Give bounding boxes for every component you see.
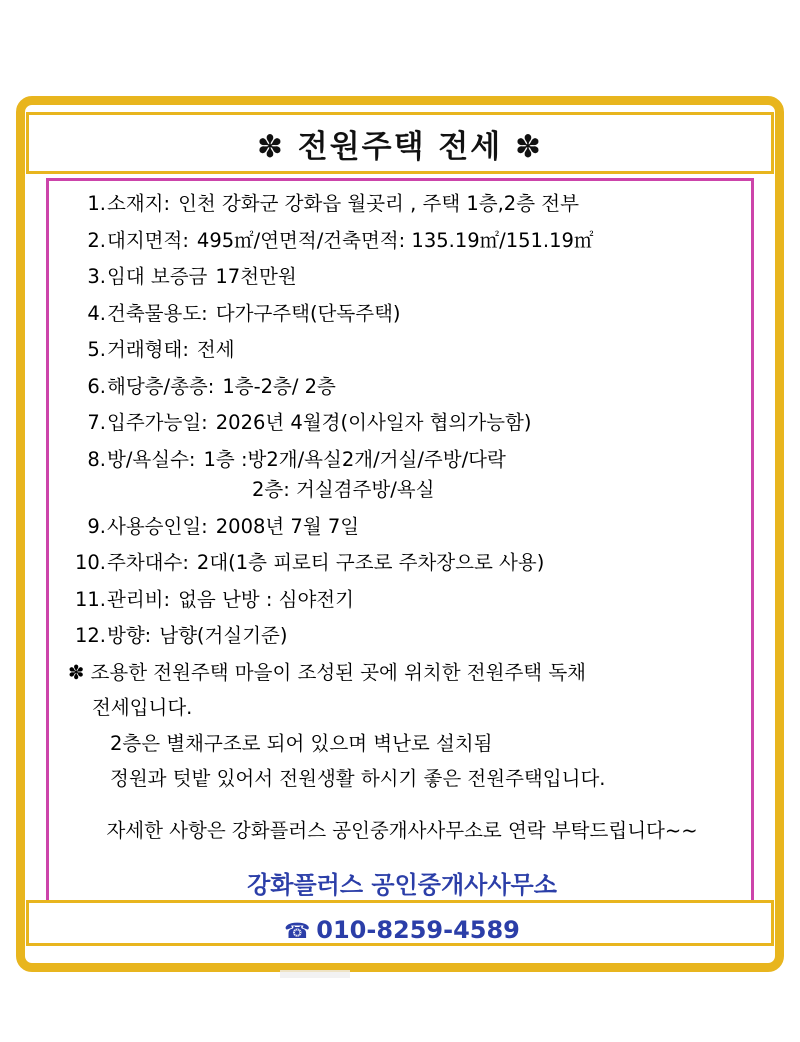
item-label: 관리비: bbox=[107, 587, 171, 611]
list-item bbox=[68, 587, 736, 611]
item-number: 6. bbox=[87, 374, 106, 398]
phone-line[interactable] bbox=[68, 916, 736, 944]
item-label: 사용승인일: bbox=[107, 514, 208, 538]
list-item bbox=[68, 301, 736, 325]
list-item bbox=[68, 340, 736, 360]
item-label: 소재지: bbox=[107, 192, 171, 215]
page-title: ✽ 전원주택 전세 ✽ bbox=[256, 128, 543, 165]
item-number: 5. bbox=[87, 338, 106, 361]
list-item bbox=[68, 447, 736, 471]
list-item bbox=[68, 374, 736, 398]
item-label: 대지면적: bbox=[107, 228, 189, 252]
scan-artifact bbox=[280, 970, 350, 978]
item-value: 495㎡/연면적/건축면적: 135.19㎡/151.19㎡ bbox=[196, 228, 594, 252]
item-number: 4. bbox=[87, 301, 106, 325]
item-value: 1층 :방2개/욕실2개/거실/주방/다락 bbox=[203, 447, 506, 471]
item-label: 거래형태: bbox=[107, 338, 189, 361]
item-number: 12. bbox=[74, 624, 106, 647]
contact-request-text: 자세한 사항은 강화플러스 공인중개사사무소로 연락 부탁드립니다~~ bbox=[106, 818, 698, 842]
item-label: 해당층/총층: bbox=[107, 374, 215, 398]
note-line: 정원과 텃밭 있어서 전원생활 하시기 좋은 전원주택입니다. bbox=[110, 767, 606, 790]
item-value: 2026년 4월경(이사일자 협의가능함) bbox=[215, 411, 532, 434]
list-item bbox=[68, 267, 736, 287]
item-label: 건축물용도: bbox=[107, 301, 208, 325]
item-number: 2. bbox=[87, 228, 106, 252]
item-value: 17천만원 bbox=[215, 265, 297, 288]
item-label: 입주가능일: bbox=[107, 411, 208, 434]
item-value: 다가구주택(단독주택) bbox=[215, 301, 401, 325]
item-number: 7. bbox=[87, 411, 106, 434]
note-line: 전세입니다. bbox=[92, 696, 193, 719]
item-value: 인천 강화군 강화읍 월곳리 , 주택 1층,2층 전부 bbox=[178, 192, 579, 215]
item-value: 2008년 7월 7일 bbox=[215, 514, 360, 538]
note-line: ✽ 조용한 전원주택 마을이 조성된 곳에 위치한 전원주택 독채 bbox=[68, 660, 587, 684]
item-number: 10. bbox=[74, 551, 106, 574]
agency-name: 강화플러스 공인중개사사무소 bbox=[247, 870, 557, 899]
item-label: 방향: bbox=[107, 624, 152, 647]
listing-content bbox=[46, 186, 754, 944]
item-value: 없음 난방 : 심야전기 bbox=[178, 587, 354, 611]
item-value: 1층-2층/ 2층 bbox=[222, 374, 336, 398]
list-item bbox=[68, 228, 736, 252]
list-item bbox=[68, 626, 736, 646]
item-number: 8. bbox=[87, 447, 106, 471]
item-number: 11. bbox=[74, 587, 106, 611]
item-value: 2대(1층 피로티 구조로 주차장으로 사용) bbox=[196, 551, 545, 574]
item-value: 남향(거실기준) bbox=[159, 624, 288, 647]
item-number: 3. bbox=[87, 265, 106, 288]
item-label: 임대 보증금 bbox=[107, 265, 208, 288]
list-item bbox=[68, 514, 736, 538]
item-label: 주차대수: bbox=[107, 551, 189, 574]
item-label: 방/욕실수: bbox=[107, 447, 196, 471]
rooms-second-floor: 2층: 거실겸주방/욕실 bbox=[252, 478, 435, 501]
title-box bbox=[26, 112, 774, 174]
list-item bbox=[68, 194, 736, 214]
telephone-icon: ☎ bbox=[284, 918, 311, 943]
notes-block bbox=[68, 660, 736, 790]
item-value: 전세 bbox=[196, 338, 235, 361]
list-item bbox=[68, 413, 736, 433]
item-number: 1. bbox=[87, 192, 106, 215]
list-item bbox=[68, 553, 736, 573]
phone-number[interactable]: 010-8259-4589 bbox=[316, 915, 520, 944]
note-line: 2층은 별채구조로 되어 있으며 벽난로 설치됨 bbox=[110, 731, 493, 755]
item-number: 9. bbox=[87, 514, 106, 538]
